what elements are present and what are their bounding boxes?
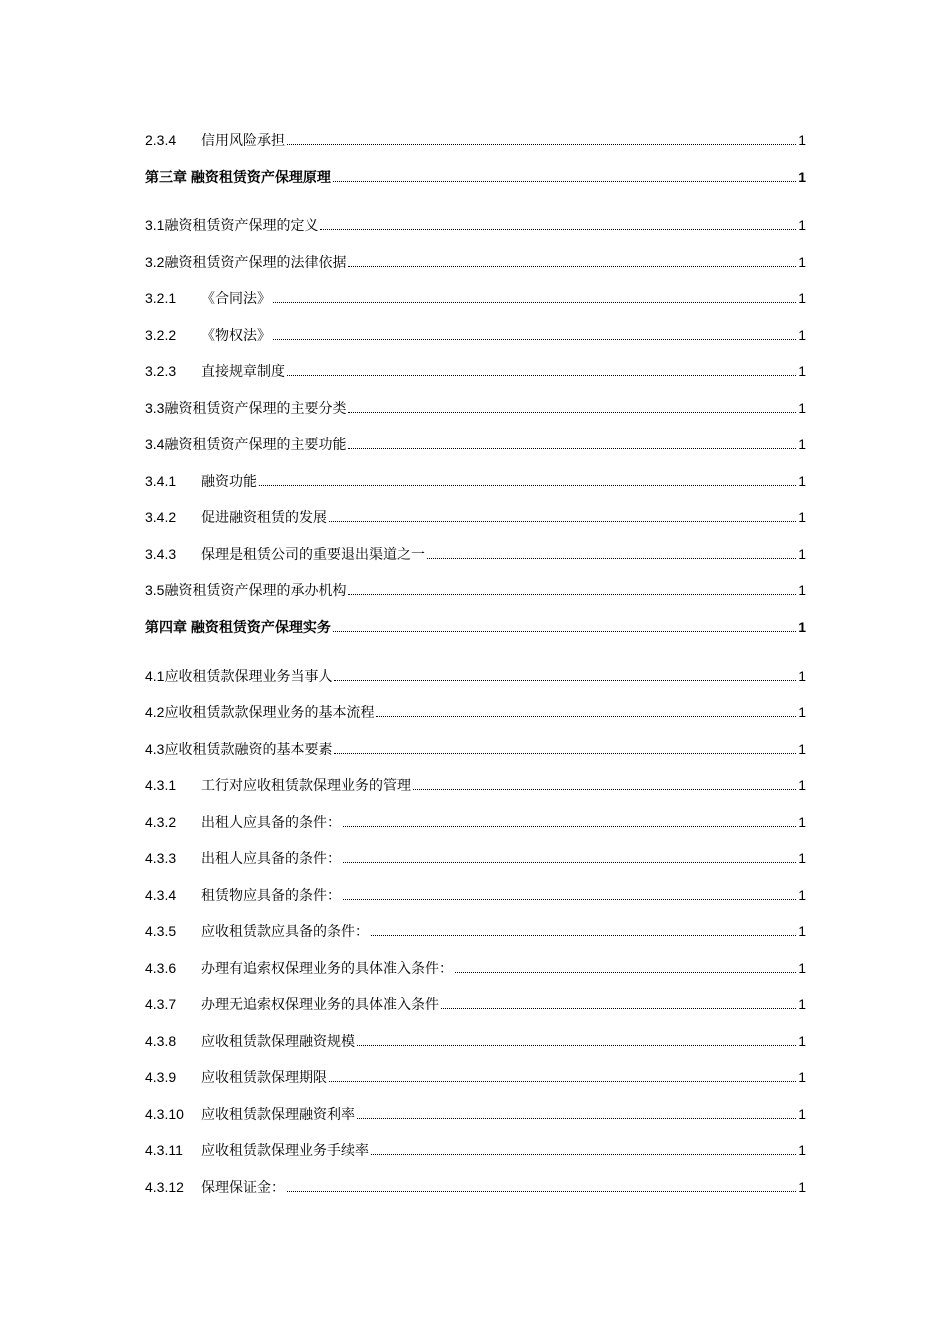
toc-page-number: 1 bbox=[798, 850, 806, 866]
toc-entry-number: 4.2 bbox=[145, 704, 165, 720]
toc-entry[interactable] bbox=[145, 1068, 806, 1086]
toc-entry-title: 应收租赁款保理期限 bbox=[201, 1069, 327, 1085]
toc-entry[interactable] bbox=[145, 472, 806, 490]
toc-entry-title: 办理有追索权保理业务的具体准入条件： bbox=[201, 960, 453, 976]
toc-entry[interactable] bbox=[145, 1105, 806, 1123]
toc-entry-number: 3.4 bbox=[145, 436, 165, 452]
toc-chapter-entry[interactable] bbox=[145, 168, 806, 186]
toc-dot-leader bbox=[357, 1117, 796, 1119]
toc-entry-title: 应收租赁款融资的基本要素 bbox=[164, 741, 333, 757]
toc-dot-leader bbox=[334, 679, 796, 681]
toc-entry[interactable] bbox=[145, 1178, 806, 1196]
toc-entry-title: 融资租赁资产保理的法律依据 bbox=[164, 254, 347, 270]
toc-entry-number: 4.3.8 bbox=[145, 1033, 177, 1049]
toc-entry-number: 4.3.3 bbox=[145, 850, 177, 866]
toc-page-number: 1 bbox=[798, 887, 806, 903]
toc-entry-title: 融资租赁资产保理的主要功能 bbox=[164, 436, 347, 452]
toc-dot-leader bbox=[287, 143, 796, 145]
toc-dot-leader bbox=[348, 447, 796, 449]
toc-entry[interactable] bbox=[145, 362, 806, 380]
toc-entry[interactable] bbox=[145, 545, 806, 563]
toc-entry-title: 出租人应具备的条件： bbox=[201, 814, 341, 830]
toc-entry[interactable] bbox=[145, 326, 806, 344]
toc-page-number: 1 bbox=[798, 254, 806, 270]
toc-entry[interactable] bbox=[145, 289, 806, 307]
toc-entry-number: 3.2.1 bbox=[145, 290, 177, 306]
toc-dot-leader bbox=[427, 557, 796, 559]
toc-entry-number: 3.2.2 bbox=[145, 327, 177, 343]
toc-page-number: 1 bbox=[798, 582, 806, 598]
toc-entry[interactable] bbox=[145, 1032, 806, 1050]
toc-dot-leader bbox=[334, 752, 796, 754]
toc-page-number: 1 bbox=[798, 363, 806, 379]
toc-page-number: 1 bbox=[798, 1179, 806, 1195]
toc-dot-leader bbox=[259, 484, 796, 486]
toc-dot-leader bbox=[371, 1153, 796, 1155]
toc-entry[interactable] bbox=[145, 959, 806, 977]
toc-page-number: 1 bbox=[798, 217, 806, 233]
toc-page-number: 1 bbox=[798, 1106, 806, 1122]
toc-entry-number: 4.3.5 bbox=[145, 923, 177, 939]
toc-entry-number: 3.2 bbox=[145, 254, 165, 270]
toc-page-number: 1 bbox=[798, 290, 806, 306]
toc-dot-leader bbox=[333, 180, 796, 182]
toc-dot-leader bbox=[273, 338, 796, 340]
toc-entry-number: 3.4.2 bbox=[145, 509, 177, 525]
toc-page-number: 1 bbox=[798, 473, 806, 489]
toc-page-number: 1 bbox=[798, 923, 806, 939]
toc-dot-leader bbox=[441, 1007, 796, 1009]
toc-page-number: 1 bbox=[798, 668, 806, 684]
toc-entry-number: 3.5 bbox=[145, 582, 165, 598]
toc-dot-leader bbox=[287, 374, 796, 376]
toc-dot-leader bbox=[329, 1080, 796, 1082]
toc-page-number: 1 bbox=[798, 1069, 806, 1085]
toc-entry-number: 4.3.2 bbox=[145, 814, 177, 830]
toc-entry-number: 4.3.11 bbox=[145, 1142, 183, 1158]
toc-entry-title: 《物权法》 bbox=[201, 327, 271, 343]
toc-entry-title: 应收租赁款保理业务当事人 bbox=[164, 668, 333, 684]
toc-chapter-entry[interactable] bbox=[145, 618, 806, 636]
toc-page-number: 1 bbox=[798, 704, 806, 720]
toc-entry-number: 3.2.3 bbox=[145, 363, 177, 379]
toc-dot-leader bbox=[371, 934, 796, 936]
toc-entry-title: 应收租赁款保理业务手续率 bbox=[201, 1142, 369, 1158]
toc-entry-title: 促进融资租赁的发展 bbox=[201, 509, 327, 525]
toc-entry[interactable] bbox=[145, 813, 806, 831]
toc-entry-title: 保理保证金： bbox=[201, 1179, 285, 1195]
toc-dot-leader bbox=[320, 228, 796, 230]
toc-entry-number: 3.1 bbox=[145, 217, 165, 233]
toc-page-number: 1 bbox=[798, 996, 806, 1012]
toc-entry-title: 融资租赁资产保理的定义 bbox=[164, 217, 319, 233]
toc-entry-number: 4.3.9 bbox=[145, 1069, 177, 1085]
toc-entry[interactable] bbox=[145, 776, 806, 794]
toc-entry-title: 应收租赁款应具备的条件： bbox=[201, 923, 369, 939]
toc-dot-leader bbox=[329, 520, 796, 522]
toc-page-number: 1 bbox=[798, 619, 806, 635]
toc-entry-number: 4.3.6 bbox=[145, 960, 177, 976]
toc-page-number: 1 bbox=[798, 741, 806, 757]
toc-entry-title: 《合同法》 bbox=[201, 290, 271, 306]
toc-entry[interactable] bbox=[145, 131, 806, 149]
toc-entry-number: 3.3 bbox=[145, 400, 165, 416]
toc-dot-leader bbox=[348, 411, 796, 413]
toc-entry-title: 直接规章制度 bbox=[201, 363, 285, 379]
toc-page-number: 1 bbox=[798, 436, 806, 452]
toc-entry-number: 4.3.10 bbox=[145, 1106, 184, 1122]
toc-entry-title: 工行对应收租赁款保理业务的管理 bbox=[201, 777, 411, 793]
toc-entry-number: 4.3.4 bbox=[145, 887, 177, 903]
toc-entry-title: 保理是租赁公司的重要退出渠道之一 bbox=[201, 546, 425, 562]
toc-entry-title: 应收租赁款保理融资规模 bbox=[201, 1033, 355, 1049]
toc-page-number: 1 bbox=[798, 960, 806, 976]
toc-entry[interactable] bbox=[145, 508, 806, 526]
toc-page-number: 1 bbox=[798, 169, 806, 185]
toc-page-number: 1 bbox=[798, 400, 806, 416]
toc-entry[interactable] bbox=[145, 399, 806, 417]
toc-entry-number: 4.1 bbox=[145, 668, 165, 684]
toc-entry[interactable] bbox=[145, 849, 806, 867]
toc-entry-number: 4.3.12 bbox=[145, 1179, 184, 1195]
toc-page-number: 1 bbox=[798, 777, 806, 793]
toc-entry[interactable] bbox=[145, 886, 806, 904]
toc-entry[interactable] bbox=[145, 581, 806, 599]
toc-entry-number: 4.3.1 bbox=[145, 777, 177, 793]
toc-entry[interactable] bbox=[145, 253, 806, 271]
toc-entry-number: 2.3.4 bbox=[145, 132, 177, 148]
toc-dot-leader bbox=[455, 971, 796, 973]
toc-entry[interactable] bbox=[145, 703, 806, 721]
toc-page-number: 1 bbox=[798, 1142, 806, 1158]
toc-entry-number: 4.3.7 bbox=[145, 996, 177, 1012]
toc-entry-number: 3.4.1 bbox=[145, 473, 177, 489]
toc-dot-leader bbox=[348, 593, 796, 595]
toc-entry-title: 融资租赁资产保理的承办机构 bbox=[164, 582, 347, 598]
toc-entry[interactable] bbox=[145, 216, 806, 234]
toc-entry-title: 融资功能 bbox=[201, 473, 257, 489]
toc-dot-leader bbox=[343, 861, 796, 863]
toc-dot-leader bbox=[343, 898, 796, 900]
toc-entry-title: 信用风险承担 bbox=[201, 132, 285, 148]
toc-entry-title: 租赁物应具备的条件： bbox=[201, 887, 341, 903]
toc-page-number: 1 bbox=[798, 814, 806, 830]
toc-dot-leader bbox=[348, 265, 796, 267]
toc-dot-leader bbox=[333, 630, 796, 632]
toc-page-number: 1 bbox=[798, 509, 806, 525]
toc-entry-number: 4.3 bbox=[145, 741, 165, 757]
toc-entry-title: 应收租赁款保理融资利率 bbox=[201, 1106, 355, 1122]
toc-entry-title: 办理无追索权保理业务的具体准入条件 bbox=[201, 996, 439, 1012]
toc-dot-leader bbox=[287, 1190, 796, 1192]
toc-entry[interactable] bbox=[145, 1141, 806, 1159]
toc-entry[interactable] bbox=[145, 740, 806, 758]
toc-dot-leader bbox=[413, 788, 796, 790]
toc-entry[interactable] bbox=[145, 435, 806, 453]
toc-page-number: 1 bbox=[798, 546, 806, 562]
toc-entry-title: 第三章 融资租赁资产保理原理 bbox=[145, 169, 331, 185]
toc-dot-leader bbox=[273, 301, 796, 303]
toc-page-number: 1 bbox=[798, 132, 806, 148]
toc-entry[interactable] bbox=[145, 667, 806, 685]
toc-page-number: 1 bbox=[798, 327, 806, 343]
toc-entry[interactable] bbox=[145, 995, 806, 1013]
toc-entry-number: 3.4.3 bbox=[145, 546, 177, 562]
toc-entry-title: 融资租赁资产保理的主要分类 bbox=[164, 400, 347, 416]
toc-dot-leader bbox=[343, 825, 796, 827]
toc-entry-title: 出租人应具备的条件： bbox=[201, 850, 341, 866]
toc-page-number: 1 bbox=[798, 1033, 806, 1049]
toc-dot-leader bbox=[376, 715, 796, 717]
toc-entry-title: 应收租赁款款保理业务的基本流程 bbox=[164, 704, 375, 720]
toc-entry[interactable] bbox=[145, 922, 806, 940]
toc-entry-title: 第四章 融资租赁资产保理实务 bbox=[145, 619, 331, 635]
toc-dot-leader bbox=[357, 1044, 796, 1046]
